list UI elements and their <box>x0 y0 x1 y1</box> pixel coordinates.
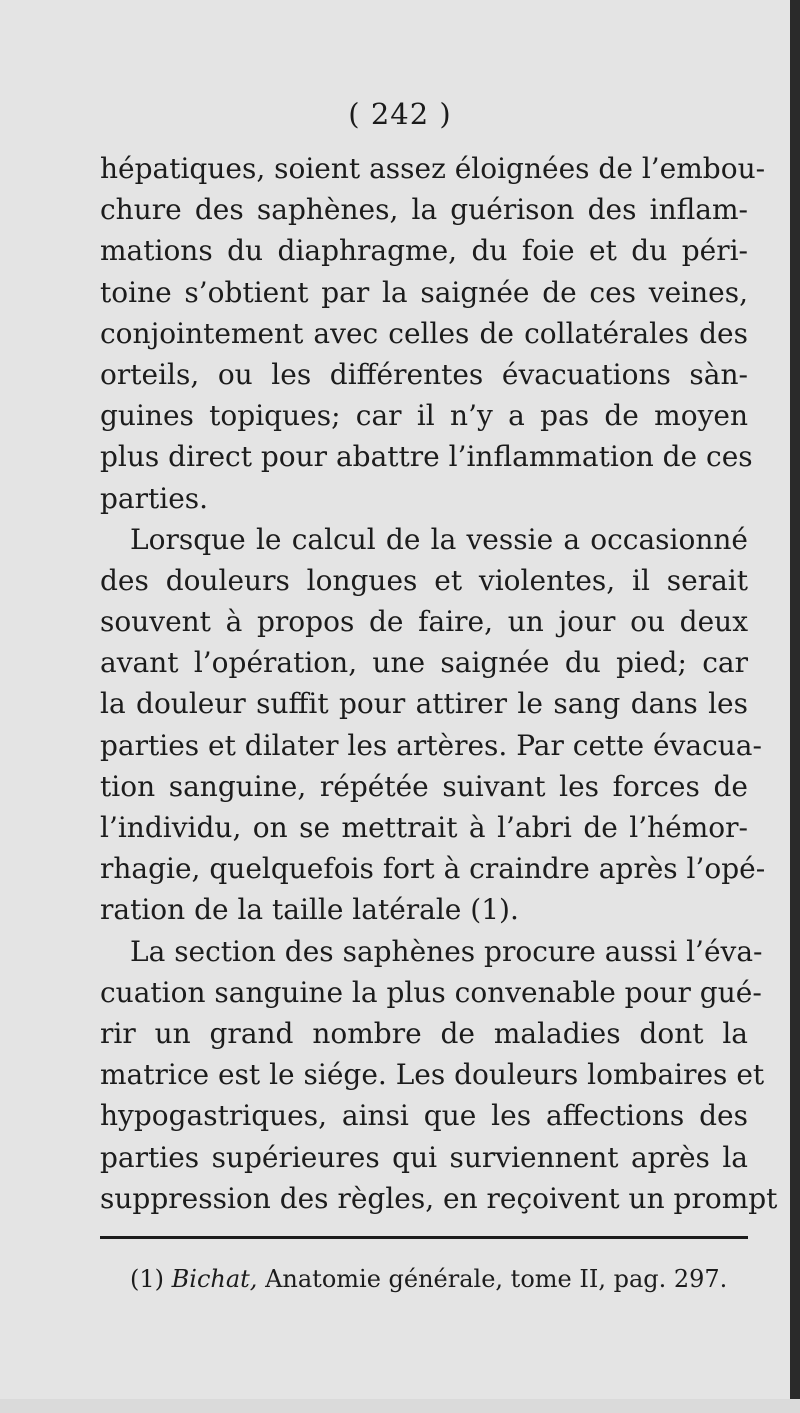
text-line: parties. <box>100 481 209 515</box>
text-line: toine s’obtient par la saignée de ces veines, <box>100 275 748 309</box>
text-line: mations du diaphragme, du foie et du péri- <box>100 234 748 268</box>
text-line: guines topiques; car il n’y a pas de moyen <box>100 399 748 433</box>
page-bottom-edge <box>0 1399 800 1413</box>
text-line: matrice est le siége. Les douleurs lombaires et <box>100 1058 765 1092</box>
text-line: chure des saphènes, la guérison des inflam- <box>100 193 748 227</box>
text-line: parties supérieures qui surviennent après la <box>100 1140 748 1174</box>
footnote-author: Bichat, <box>171 1265 258 1293</box>
text-line: souvent à propos de faire, un jour ou deux <box>100 605 748 639</box>
text-line: rir un grand nombre de maladies dont la <box>100 1016 748 1050</box>
page-edge-shadow <box>790 0 800 1413</box>
footnote <box>130 1262 748 1296</box>
text-line: cuation sanguine la plus convenable pour gué- <box>100 975 762 1009</box>
text-line: hypogastriques, ainsi que les affections des <box>100 1099 748 1133</box>
text-line: la douleur suffit pour attirer le sang dans les <box>100 687 748 721</box>
text-line: hépatiques, soient assez éloignées de l’embou- <box>100 152 766 185</box>
footnote-divider <box>100 1236 748 1239</box>
body-text <box>100 148 778 1219</box>
text-line: avant l’opération, une saignée du pied; car <box>100 646 748 680</box>
text-line: tion sanguine, répétée suivant les forces de <box>100 769 748 803</box>
text-line: orteils, ou les différentes évacuations sàn- <box>100 357 748 391</box>
text-line: conjointement avec celles de collatérales des <box>100 316 748 350</box>
footnote-marker: (1) <box>130 1265 164 1293</box>
text-line: La section des saphènes procure aussi l’éva- <box>130 934 763 968</box>
text-line: parties et dilater les artères. Par cette évacua- <box>100 728 762 762</box>
text-line: ration de la taille latérale (1). <box>100 893 519 927</box>
footnote-text: Anatomie générale, tome II, pag. 297. <box>265 1265 728 1293</box>
text-line: plus direct pour abattre l’inflammation de ces <box>100 440 753 474</box>
text-line: l’individu, on se mettrait à l’abri de l’hémor- <box>100 811 748 844</box>
text-line: rhagie, quelquefois fort à craindre après l’opé- <box>100 852 766 886</box>
text-line: des douleurs longues et violentes, il serait <box>100 563 748 597</box>
text-line: suppression des règles, en reçoivent un prompt <box>100 1181 778 1215</box>
page-number: ( 242 ) <box>348 97 452 131</box>
text-line: Lorsque le calcul de la vessie a occasionné <box>130 522 748 556</box>
